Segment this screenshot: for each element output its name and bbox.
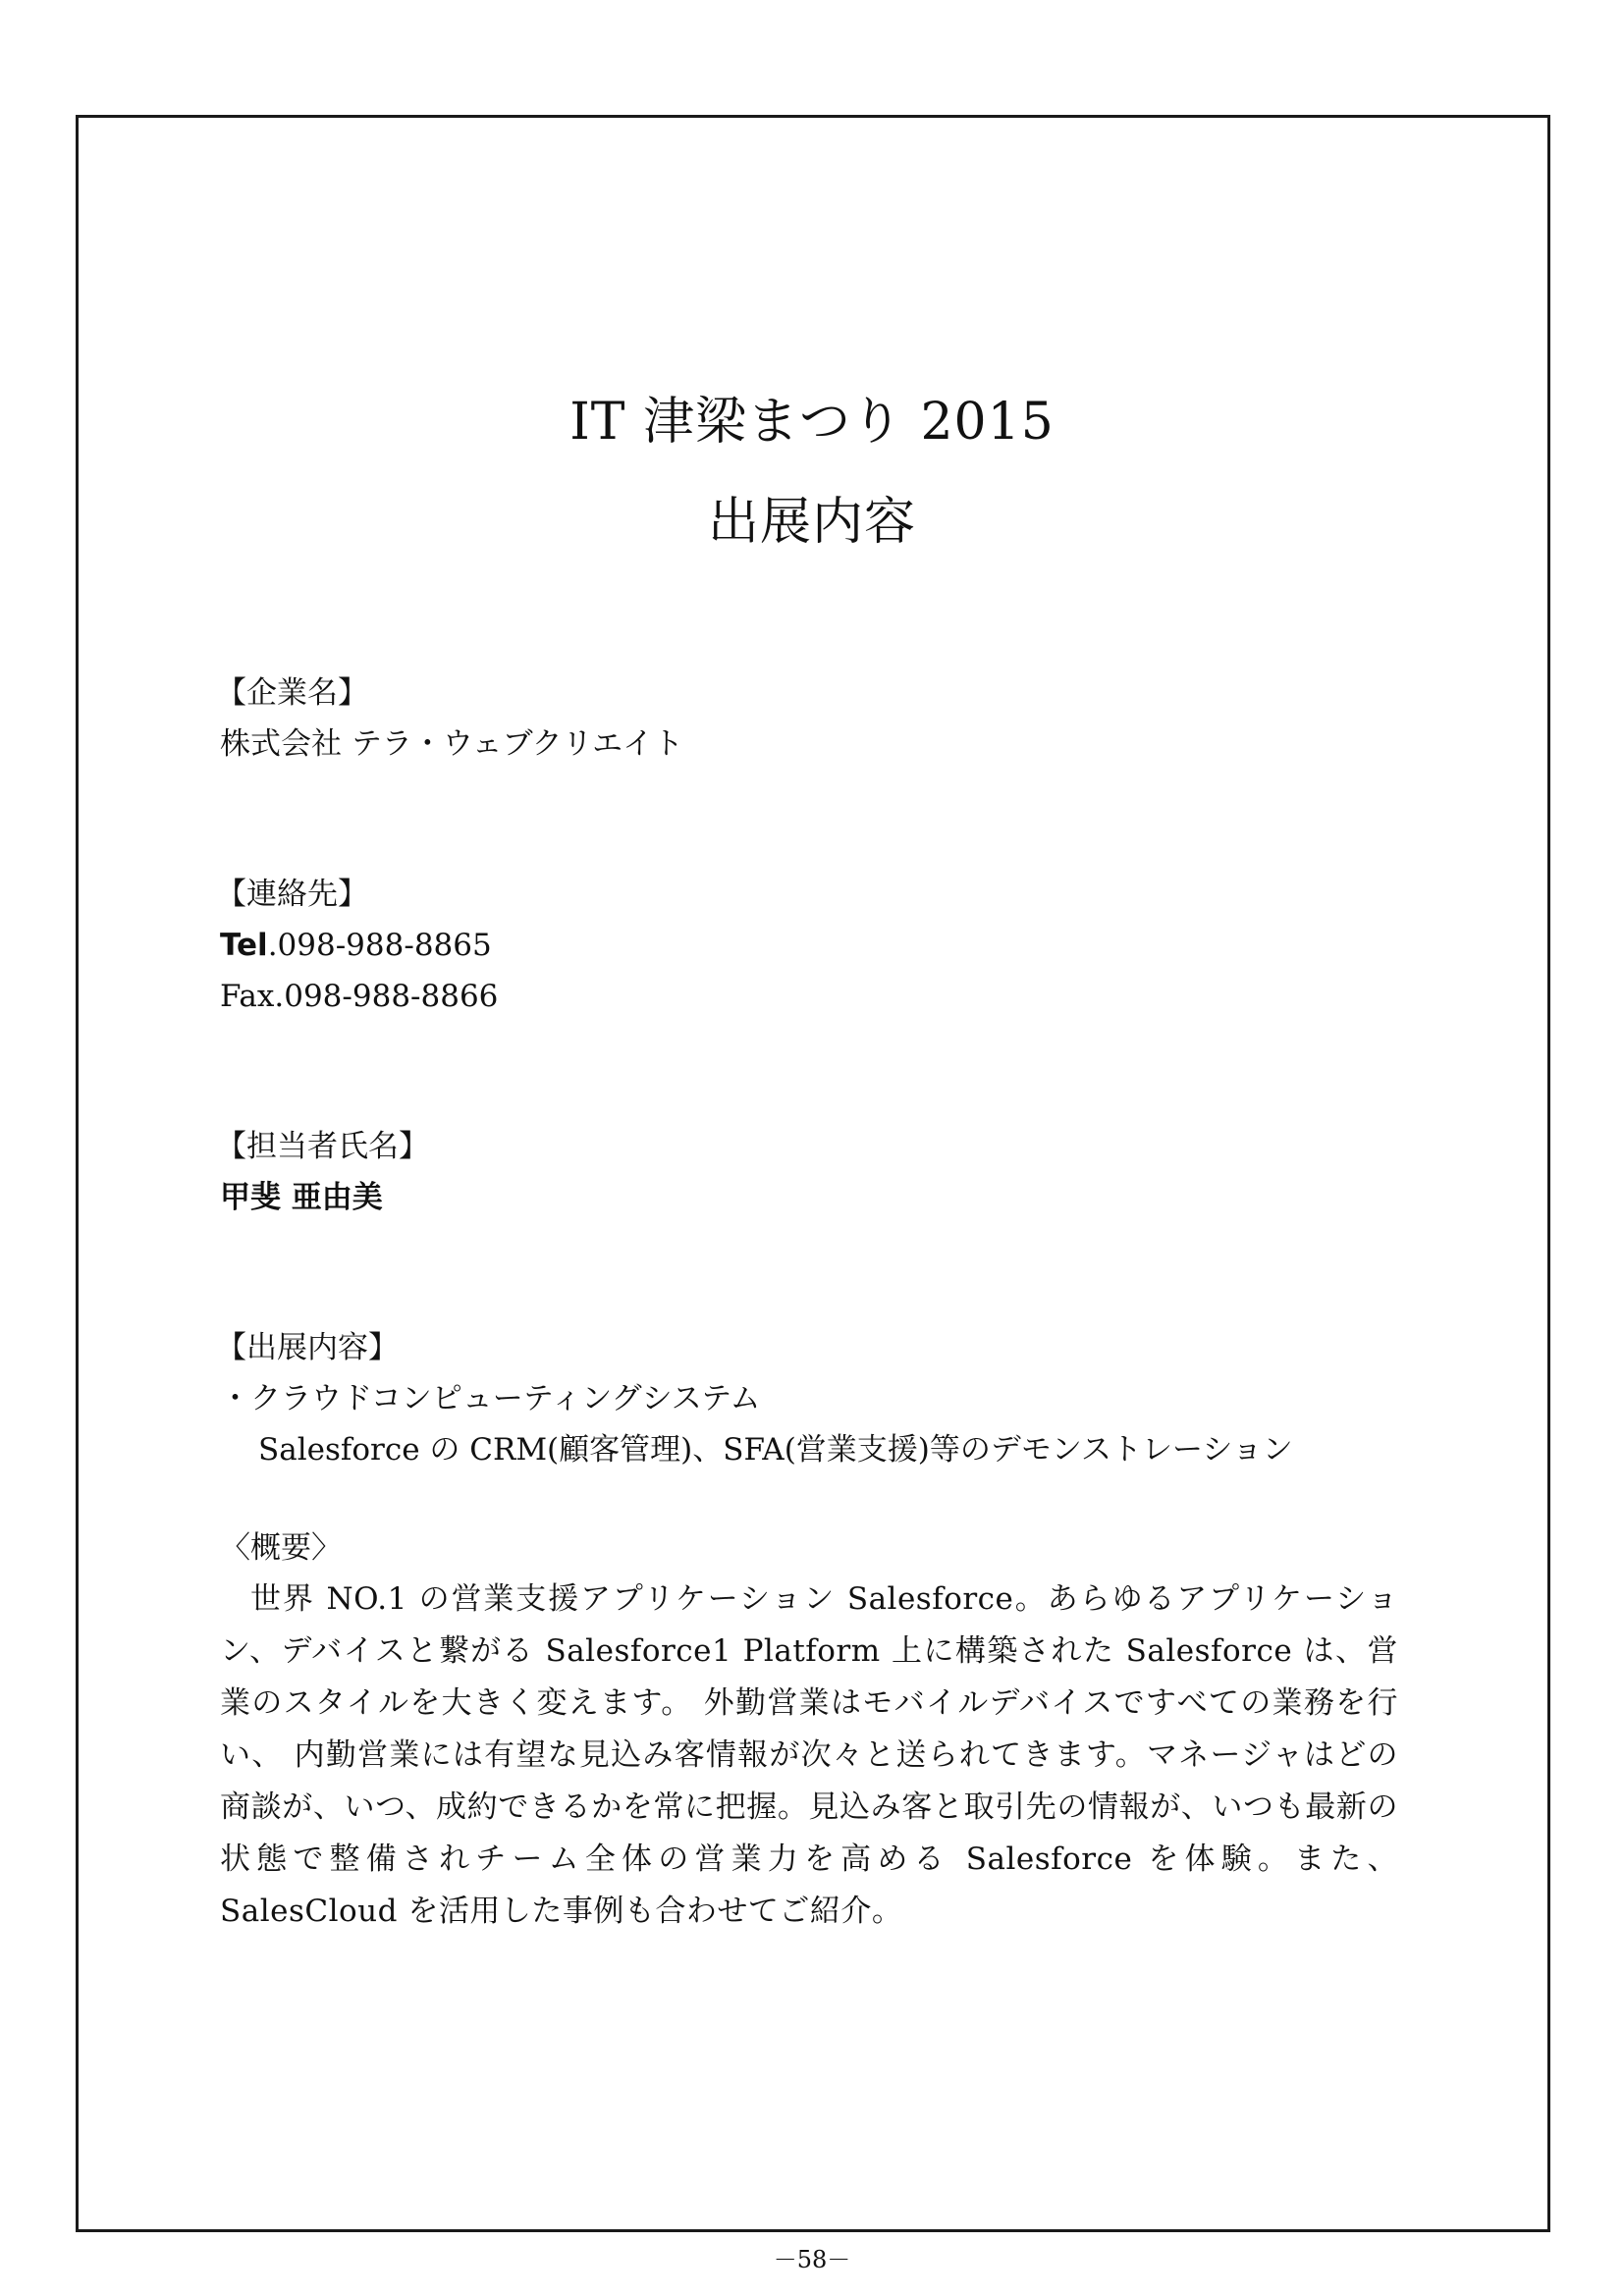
person-section: [216, 1121, 1398, 1223]
person-name: 甲斐 亜由美: [220, 1180, 383, 1215]
tel-line: [220, 920, 1398, 971]
tel-number: .098-988-8865: [267, 928, 492, 963]
title-block: [0, 393, 1624, 552]
overview-block: [220, 1522, 1398, 1938]
company-heading: 【企業名】: [216, 675, 368, 711]
company-name: 株式会社 テラ・ウェブクリエイト: [220, 726, 684, 762]
exhibit-section: [216, 1322, 1398, 1938]
overview-heading: 〈概要〉: [220, 1530, 342, 1566]
document-subtitle: 出展内容: [707, 493, 916, 552]
tel-label: Tel: [220, 928, 268, 963]
person-heading: 【担当者氏名】: [216, 1129, 429, 1164]
exhibit-item: ・クラウドコンピューティングシステム: [220, 1381, 761, 1416]
exhibit-heading: 【出展内容】: [216, 1330, 399, 1365]
page-number: －58－: [773, 2246, 851, 2273]
document-body: [216, 667, 1398, 1938]
contact-section: [216, 869, 1398, 1022]
overview-text: 世界 NO.1 の営業支援アプリケーション Salesforce。あらゆるアプリケーション、デバイスと繋がる Salesforce1 Platform 上に構築された Salesforce は、営業のスタイルを大きく変えます。 外勤営業はモバイルデバイスですべての業務を行い、 内勤営業には有望な見込み客情報が次々と送られてきます。マネージャはどの商談が、いつ、成約できるかを常に把握。見込み客と取引先の情報が、いつも最新の状態で整備されチーム全体の営業力を高める Salesforce を体験。また、SalesCloud を活用した事例も合わせてご紹介。: [220, 1581, 1398, 1929]
fax-line: Fax.098-988-8866: [220, 979, 499, 1014]
exhibit-description: Salesforce の CRM(顧客管理)、SFA(営業支援)等のデモンストレーション: [258, 1432, 1293, 1468]
event-title: IT 津梁まつり 2015: [569, 393, 1055, 452]
company-section: [216, 667, 1398, 770]
contact-heading: 【連絡先】: [216, 877, 368, 912]
